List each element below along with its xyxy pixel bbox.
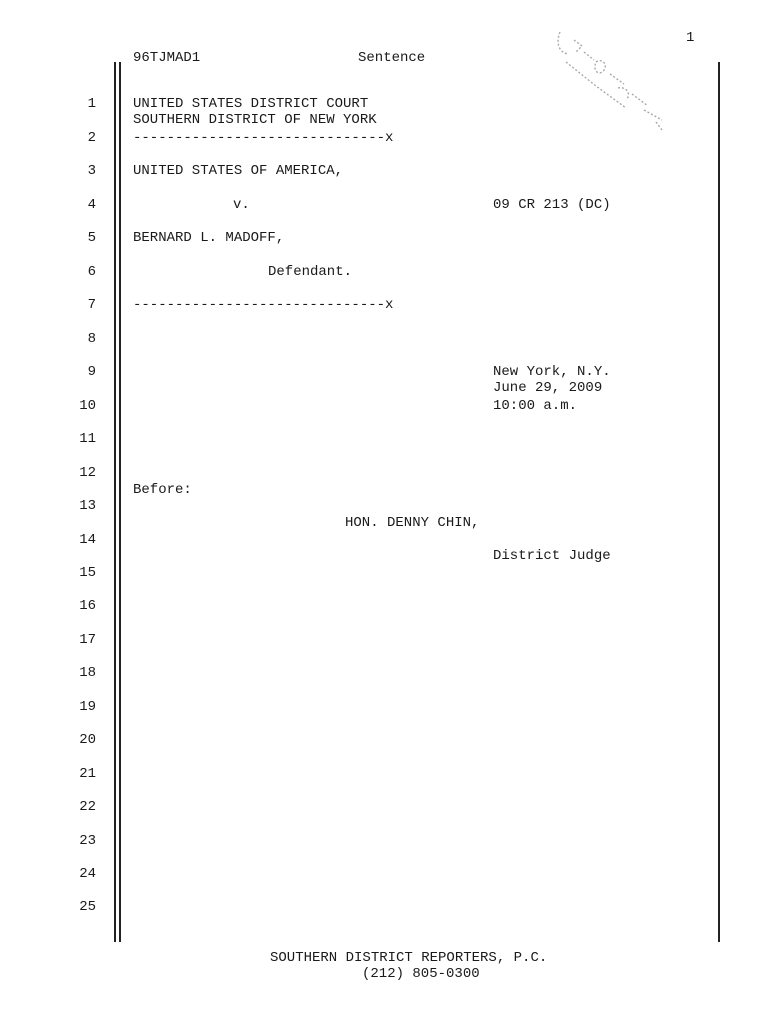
court-name: UNITED STATES DISTRICT COURT xyxy=(133,96,369,112)
line-number: 22 xyxy=(79,799,96,815)
location-date: June 29, 2009 xyxy=(493,380,603,396)
location-place: New York, N.Y. xyxy=(493,364,611,380)
judge-name: HON. DENNY CHIN, xyxy=(345,515,480,531)
caption-rule-top: ------------------------------x xyxy=(133,130,394,146)
line-number: 16 xyxy=(79,598,96,614)
defendant-label: Defendant. xyxy=(268,264,353,280)
line-number: 19 xyxy=(79,699,96,715)
line-number: 12 xyxy=(79,465,96,481)
line-number: 6 xyxy=(87,264,96,280)
line-number: 20 xyxy=(79,732,96,748)
case-number: 09 CR 213 (DC) xyxy=(493,197,611,213)
line-number: 10 xyxy=(79,398,96,414)
right-margin-rule xyxy=(718,62,720,942)
left-margin-rule-inner xyxy=(119,62,121,942)
line-number: 1 xyxy=(87,96,96,112)
line-number: 13 xyxy=(79,498,96,514)
defendant-name: BERNARD L. MADOFF, xyxy=(133,230,285,246)
location-time: 10:00 a.m. xyxy=(493,398,578,414)
judge-title: District Judge xyxy=(493,548,611,564)
footer-reporter: SOUTHERN DISTRICT REPORTERS, P.C. xyxy=(270,950,548,966)
line-number: 17 xyxy=(79,632,96,648)
line-number: 7 xyxy=(87,297,96,313)
versus: v. xyxy=(233,197,250,213)
certified-stamp-mark xyxy=(548,22,678,142)
page-number: 1 xyxy=(686,30,695,46)
before-label: Before: xyxy=(133,482,192,498)
line-number: 18 xyxy=(79,665,96,681)
footer-phone: (212) 805-0300 xyxy=(362,966,480,982)
line-number: 24 xyxy=(79,866,96,882)
line-number: 21 xyxy=(79,766,96,782)
line-number: 11 xyxy=(79,431,96,447)
line-number: 14 xyxy=(79,532,96,548)
proceeding-title: Sentence xyxy=(358,50,426,66)
line-number: 25 xyxy=(79,899,96,915)
plaintiff: UNITED STATES OF AMERICA, xyxy=(133,163,344,179)
line-number: 9 xyxy=(87,364,96,380)
line-number: 8 xyxy=(87,331,96,347)
line-number: 23 xyxy=(79,833,96,849)
line-number: 15 xyxy=(79,565,96,581)
caption-rule-bottom: ------------------------------x xyxy=(133,297,394,313)
case-code: 96TJMAD1 xyxy=(133,50,201,66)
line-number: 5 xyxy=(87,230,96,246)
line-number: 3 xyxy=(87,163,96,179)
line-number: 4 xyxy=(87,197,96,213)
line-number: 2 xyxy=(87,130,96,146)
court-district: SOUTHERN DISTRICT OF NEW YORK xyxy=(133,112,377,128)
left-margin-rule-outer xyxy=(114,62,116,942)
